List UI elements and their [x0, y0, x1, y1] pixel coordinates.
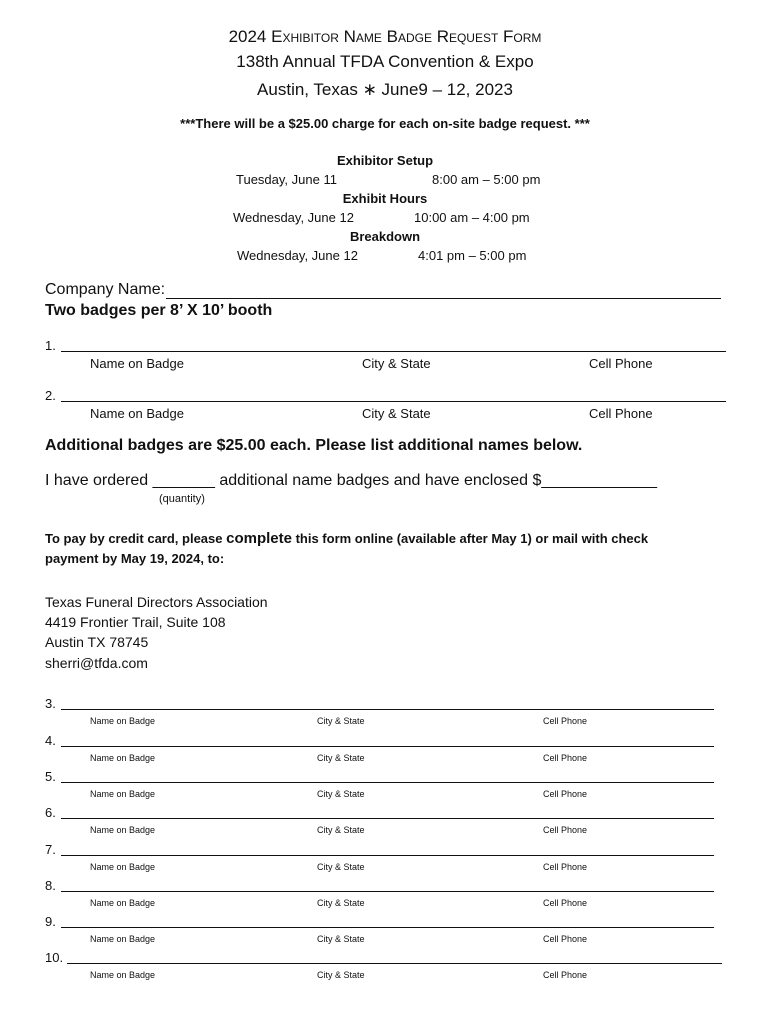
event-title: 138th Annual TFDA Convention & Expo — [236, 52, 534, 71]
badge-entry-field[interactable] — [61, 709, 714, 710]
city-state-label: City & State — [317, 970, 365, 980]
name-on-badge-label: Name on Badge — [90, 789, 156, 799]
row-number: 10. — [45, 950, 64, 965]
booth-badge-note: Two badges per 8’ X 10’ booth — [45, 302, 273, 319]
name-on-badge-label: Name on Badge — [90, 716, 156, 726]
badge-entry-field[interactable] — [61, 927, 714, 928]
row-number: 7. — [45, 842, 56, 857]
schedule-time-hours: 10:00 am – 4:00 pm — [414, 210, 530, 225]
name-on-badge-label: Name on Badge — [90, 356, 184, 371]
row-number: 9. — [45, 914, 56, 929]
name-on-badge-label: Name on Badge — [90, 825, 156, 835]
name-on-badge-label: Name on Badge — [90, 862, 156, 872]
city-state-label: City & State — [362, 406, 431, 421]
address-street: 4419 Frontier Trail, Suite 108 — [45, 614, 226, 630]
schedule-heading-setup: Exhibitor Setup — [336, 153, 434, 168]
contact-email[interactable]: sherri@tfda.com — [45, 655, 148, 671]
schedule-day-breakdown: Wednesday, June 12 — [237, 248, 358, 263]
badge-entry-field[interactable] — [67, 963, 722, 964]
city-state-label: City & State — [317, 862, 365, 872]
city-state-label: City & State — [317, 825, 365, 835]
schedule-time-breakdown: 4:01 pm – 5:00 pm — [418, 248, 527, 263]
cell-phone-label: Cell Phone — [543, 970, 588, 980]
city-state-label: City & State — [317, 716, 365, 726]
cell-phone-label: Cell Phone — [543, 825, 588, 835]
badge-entry-field[interactable] — [61, 746, 714, 747]
payment-text: To pay by credit card, please — [45, 531, 227, 546]
city-state-label: City & State — [317, 789, 365, 799]
row-number: 3. — [45, 696, 56, 711]
cell-phone-label: Cell Phone — [589, 356, 653, 371]
badge-entry-field[interactable] — [61, 891, 714, 892]
payment-emphasis: complete — [226, 530, 292, 547]
form-title — [0, 27, 770, 47]
title-line1: 2024 Exhibitor Name Badge Request Form — [228, 27, 542, 46]
company-name-label: Company Name: — [45, 281, 166, 298]
city-state-label: City & State — [317, 753, 365, 763]
schedule-day-hours: Wednesday, June 12 — [233, 210, 354, 225]
cell-phone-label: Cell Phone — [543, 753, 588, 763]
schedule-time-setup: 8:00 am – 5:00 pm — [432, 172, 541, 187]
name-on-badge-label: Name on Badge — [90, 970, 156, 980]
row-number: 6. — [45, 805, 56, 820]
event-location-date: Austin, Texas ∗ June9 – 12, 2023 — [257, 80, 513, 99]
ordered-quantity-line[interactable]: I have ordered _______ additional name badges and have enclosed $_____________ — [45, 472, 658, 489]
city-state-label: City & State — [362, 356, 431, 371]
quantity-caption: (quantity) — [159, 493, 205, 505]
badge-entry-field[interactable] — [61, 855, 714, 856]
payment-instructions-line1 — [45, 530, 648, 547]
cell-phone-label: Cell Phone — [543, 862, 588, 872]
cell-phone-label: Cell Phone — [543, 898, 588, 908]
cell-phone-label: Cell Phone — [589, 406, 653, 421]
name-on-badge-label: Name on Badge — [90, 934, 156, 944]
city-state-label: City & State — [317, 898, 365, 908]
badge-entry-field[interactable] — [61, 351, 726, 352]
additional-badges-heading: Additional badges are $25.00 each. Please list additional names below. — [45, 437, 583, 454]
city-state-label: City & State — [317, 934, 365, 944]
badge-entry-field[interactable] — [61, 782, 714, 783]
schedule-heading-hours: Exhibit Hours — [342, 191, 428, 206]
company-name-field[interactable] — [166, 298, 721, 299]
payment-text: this form online (available after May 1) or mail with check — [291, 531, 649, 546]
onsite-charge-notice: ***There will be a $25.00 charge for each on-site badge request. *** — [180, 116, 590, 131]
row-number: 1. — [45, 338, 56, 353]
cell-phone-label: Cell Phone — [543, 789, 588, 799]
name-on-badge-label: Name on Badge — [90, 406, 184, 421]
row-number: 5. — [45, 769, 56, 784]
cell-phone-label: Cell Phone — [543, 716, 588, 726]
name-on-badge-label: Name on Badge — [90, 898, 156, 908]
row-number: 2. — [45, 388, 56, 403]
address-city: Austin TX 78745 — [45, 634, 149, 650]
payment-instructions-line2: payment by May 19, 2024, to: — [45, 551, 225, 566]
badge-entry-field[interactable] — [61, 401, 726, 402]
badge-entry-field[interactable] — [61, 818, 714, 819]
cell-phone-label: Cell Phone — [543, 934, 588, 944]
row-number: 4. — [45, 733, 56, 748]
row-number: 8. — [45, 878, 56, 893]
address-org: Texas Funeral Directors Association — [45, 594, 268, 610]
schedule-heading-breakdown: Breakdown — [349, 229, 421, 244]
name-on-badge-label: Name on Badge — [90, 753, 156, 763]
schedule-day-setup: Tuesday, June 11 — [236, 172, 337, 187]
